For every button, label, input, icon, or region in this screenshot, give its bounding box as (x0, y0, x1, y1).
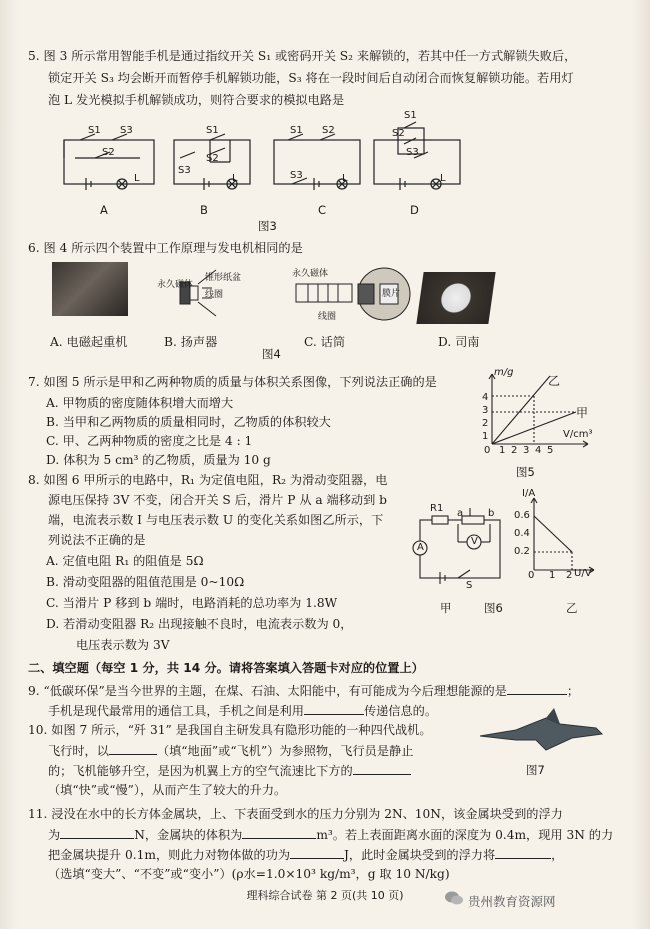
fig5-origin: 0 (484, 445, 491, 456)
q11-blank2[interactable] (242, 826, 316, 839)
speaker-magnet-label: 永久磁体 (157, 280, 194, 290)
q8-option-c: C. 当滑片 P 移到 b 端时，电路消耗的总功率为 1.8W (46, 596, 338, 610)
q8-option-a: A. 定值电阻 R₁ 的阻值是 5Ω (46, 554, 204, 568)
q5-line1: 5. 图 3 所示常用智能手机是通过指纹开关 S₁ 或密码开关 S₂ 来解锁的，若其中任一方式解锁失败后， (28, 49, 577, 63)
fig6-voltmeter-label: V (471, 536, 478, 547)
q9-line2-text-b: 传递信息的。 (363, 704, 438, 718)
q10-line3-text: 的；飞机能够升空，是因为机翼上方的空气流速比下方的 (48, 764, 353, 778)
circuit-d-letter: D (410, 203, 419, 217)
q5-line2: 锁定开关 S₃ 均会断开而暂停手机解锁功能，S₃ 将在一段时间后自动闭合而恢复解锁功能。若用灯 (48, 71, 574, 85)
circuit-b-s3: S3 (178, 165, 191, 176)
fig5-xtick-4: 4 (535, 445, 542, 456)
circuit-c-lamp: L (342, 173, 348, 184)
photo-compass-sinan (416, 272, 495, 324)
page-footer: 理科综合试卷 第 2 页(共 10 页) (246, 889, 404, 902)
wechat-icon (444, 890, 464, 906)
q8-line4: 列说法不正确的是 (48, 533, 146, 547)
q9-blank1[interactable] (507, 682, 567, 695)
q5-line3: 泡 L 发光模拟手机解锁成功，则符合要求的模拟电路是 (48, 93, 345, 107)
q11-line4: （选填“变大”、“不变”或“变小”）(ρ水=1.0×10³ kg/m³，g 取 10 N/kg) (48, 867, 450, 881)
circuit-b-s2: S2 (206, 153, 219, 164)
figure7-caption: 图7 (526, 763, 545, 777)
fig5-series-yi: 乙 (548, 374, 561, 388)
fig6-ytick-06: 0.6 (514, 510, 530, 521)
fig6-ammeter-label: A (417, 542, 424, 553)
q7-option-b: B. 当甲和乙两物质的质量相同时，乙物质的体积较大 (46, 415, 331, 429)
photo-electromagnet-crane (52, 262, 128, 316)
fig5-xtick-1: 1 (499, 445, 506, 456)
circuit-a-letter: A (100, 203, 108, 217)
fig6-iv-line (534, 516, 572, 552)
fig6-yi-label: 乙 (566, 601, 578, 615)
watermark-text: 贵州教育资源网 (468, 894, 556, 909)
figure6-circuit (410, 510, 510, 590)
q10-line3 (48, 762, 411, 779)
q11-line3-text-b: J，此时金属块受到的浮力将 (344, 848, 496, 862)
circuit-b-letter: B (200, 203, 208, 217)
q6-option-d: D. 司南 (438, 335, 480, 349)
fig5-series-jia: 甲 (576, 406, 589, 420)
circuit-c-s1: S1 (290, 125, 303, 136)
section2-title: 二、填空题（每空 1 分，共 14 分。请将答案填入答题卡对应的位置上） (28, 661, 424, 675)
q10-blank1[interactable] (109, 742, 157, 755)
circuit-c-s2: S2 (322, 125, 335, 136)
circuit-c-s3: S3 (290, 170, 303, 181)
q8-option-d-cont: 电压表示数为 3V (76, 638, 170, 652)
fig6-b-label: b (488, 508, 495, 519)
q11-line2-text-a: 为 (48, 828, 61, 842)
mic-magnet-label: 永久磁体 (292, 269, 329, 279)
fig6-ytick-04: 0.4 (514, 528, 530, 539)
q9-blank2[interactable] (304, 702, 364, 715)
q8-line1: 8. 如图 6 甲所示的电路中，R₁ 为定值电阻，R₂ 为滑动变阻器，电 (28, 473, 388, 487)
circuit-d-s3: S3 (406, 147, 419, 158)
series-yi-line (492, 376, 550, 444)
fig5-xtick-2: 2 (511, 445, 518, 456)
q9-line1-text: 9. “低碳环保”是当今世界的主题，在煤、石油、太阳能中，有可能成为今后理想能源的是 (28, 684, 507, 698)
circuit-b-lamp: L (232, 173, 238, 184)
q10-line1: 10. 如图 7 所示，“歼 31” 是我国自主研发具有隐形功能的一种四代战机。 (28, 723, 432, 737)
circuit-a-s2: S2 (102, 147, 115, 158)
fig6-r1-label: R1 (430, 503, 444, 514)
fig5-xlabel: V/cm³ (563, 429, 593, 440)
circuit-d-s2: S2 (392, 128, 405, 139)
fig5-xtick-5: 5 (547, 445, 554, 456)
q8-line3: 端，电流表示数 I 与电压表示数 U 的变化关系如图乙所示，下 (48, 513, 384, 527)
figure4-caption: 图4 (262, 347, 281, 361)
fig6-xtick-2: 2 (566, 570, 573, 581)
q11-blank4[interactable] (495, 846, 551, 859)
q11-line3 (48, 846, 563, 863)
figure5-caption: 图5 (516, 465, 535, 479)
q10-line2 (48, 742, 413, 759)
circuit-a-s1: S1 (88, 125, 101, 136)
fig6-switch-label: S (466, 580, 473, 591)
fig5-ylabel: m/g (494, 367, 514, 378)
figure6-caption: 图6 (484, 601, 503, 615)
fig6-xtick-0: 0 (528, 570, 535, 581)
q6-option-b: B. 扬声器 (164, 335, 218, 349)
q6-option-c: C. 话筒 (304, 335, 346, 349)
q6-option-a: A. 电磁起重机 (50, 335, 128, 349)
q11-blank3[interactable] (290, 846, 344, 859)
mic-film-label: 膜片 (382, 289, 401, 299)
q8-option-d: D. 若滑动变阻器 R₂ 出现接触不良时，电流表示数为 0， (46, 617, 353, 631)
speaker-coil-label: 线圈 (205, 290, 224, 300)
fig5-ytick-2: 2 (482, 418, 489, 429)
fig6-ylabel: I/A (522, 488, 536, 499)
q7-option-d: D. 体积为 5 cm³ 的乙物质，质量为 10 g (46, 453, 271, 467)
figure7-jet-fighter (476, 706, 606, 756)
q11-line2-text-b: N，金属块的体积为 (134, 828, 243, 842)
q8-option-b: B. 滑动变阻器的阻值范围是 0~10Ω (46, 575, 245, 589)
q10-line4: （填“快”或“慢”），从而产生了较大的升力。 (48, 783, 287, 797)
q9-line1 (28, 682, 579, 699)
circuit-d-lamp: L (440, 173, 446, 184)
circuit-d-s1: S1 (404, 110, 417, 121)
q11-line1: 11. 浸没在水中的长方体金属块，上、下表面受到水的压力分别为 2N、10N，该金属块受到的浮力 (28, 807, 563, 821)
q7-option-a: A. 甲物质的密度随体积增大而增大 (46, 396, 234, 410)
speaker-cone-label: 锥形纸盆 (205, 273, 242, 283)
q10-line2-text-a: 飞行时，以 (48, 744, 109, 758)
circuit-b-s1: S1 (206, 125, 219, 136)
figure3-caption: 图3 (258, 219, 277, 233)
q9-line2 (48, 702, 437, 719)
fig5-xtick-3: 3 (523, 445, 530, 456)
q6-stem: 6. 图 4 所示四个装置中工作原理与发电机相同的是 (28, 241, 303, 255)
q11-line3-end: ， (551, 848, 564, 862)
fig5-ytick-3: 3 (482, 405, 489, 416)
q11-line2 (48, 826, 613, 843)
mic-coil-label: 线圈 (318, 312, 337, 322)
q11-line2-text-c: m³。若上表面距离水面的深度为 0.4m，现用 3N 的力 (316, 828, 614, 842)
q9-line1-end: ； (566, 684, 580, 698)
fig6-ytick-02: 0.2 (514, 546, 530, 557)
q7-stem: 7. 如图 5 所示是甲和乙两种物质的质量与体积关系图像，下列说法正确的是 (28, 375, 437, 389)
q11-blank1[interactable] (60, 826, 134, 839)
fig6-a-label: a (457, 508, 464, 519)
fig5-ytick-4: 4 (482, 392, 489, 403)
fig6-jia-label: 甲 (440, 601, 452, 615)
q11-line3-text-a: 把金属块提升 0.1m，则此力对物体做的功为 (48, 848, 291, 862)
fig6-xtick-1: 1 (549, 570, 556, 581)
circuit-a (64, 134, 154, 190)
q7-option-c: C. 甲、乙两种物质的密度之比是 4 : 1 (46, 434, 253, 448)
q10-line2-text-b: （填“地面”或“飞机”）为参照物，飞行员是静止 (156, 744, 414, 758)
circuit-a-s3: S3 (120, 125, 133, 136)
q8-line2: 源电压保持 3V 不变，闭合开关 S 后，滑片 P 从 a 端移动到 b (48, 493, 387, 507)
q10-blank2[interactable] (353, 762, 411, 775)
q9-line2-text-a: 手机是现代最常用的通信工具，手机之间是利用 (48, 704, 304, 718)
fig5-ytick-1: 1 (482, 431, 489, 442)
figure6-graph (520, 490, 600, 580)
circuit-a-lamp: L (134, 173, 140, 184)
circuit-c-letter: C (318, 203, 327, 217)
fig6-xlabel: U/V (574, 568, 592, 579)
